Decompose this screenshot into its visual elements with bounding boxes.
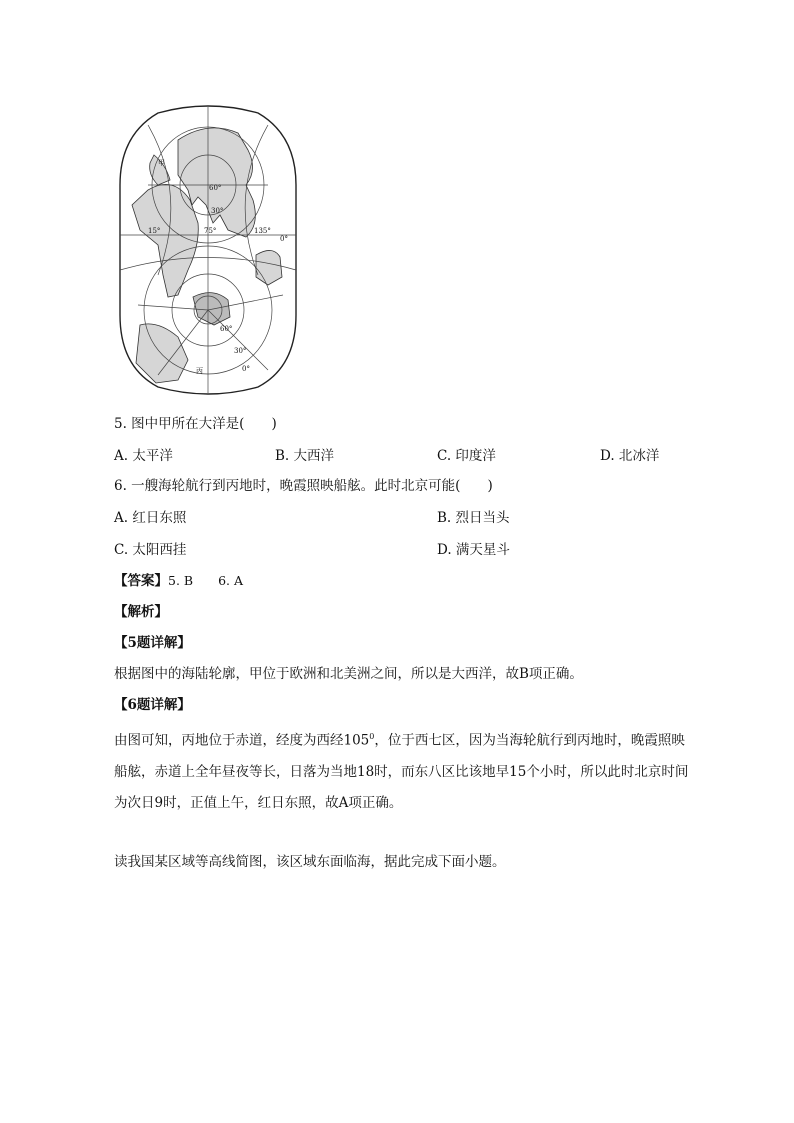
map-label-bing: 丙 [196, 367, 203, 375]
map-label-lat-60: 60° [209, 184, 222, 192]
next-section-intro: 读我国某区域等高线简图，该区域东面临海，据此完成下面小题。 [114, 854, 506, 870]
question-5-stem: 5. 图中甲所在大洋是( ) [114, 416, 277, 432]
map-label-lon-0: 0° [280, 235, 288, 243]
world-map-figure [118, 105, 298, 395]
question-6-option-d: D. 满天星斗 [437, 542, 510, 558]
detail-6-text-part1: 由图可知，丙地位于赤道，经度为西经105 [114, 732, 370, 749]
answer-line [114, 572, 243, 590]
map-label-lon-135: 135° [254, 227, 271, 235]
question-6-option-a: A. 红日东照 [114, 510, 187, 526]
detail-6-degree: 0 [369, 732, 375, 741]
question-6-stem: 6. 一艘海轮航行到丙地时，晚霞照映船舷。此时北京可能( ) [114, 478, 493, 494]
detail-5-label: 【5题详解】 [114, 635, 191, 651]
answer-text: 5. B 6. A [168, 573, 244, 588]
answer-label: 【答案】 [114, 573, 168, 589]
detail-6-label: 【6题详解】 [114, 697, 191, 713]
map-label-lat-s0: 0° [242, 365, 250, 373]
map-label-lon-75: 75° [204, 227, 217, 235]
question-6-option-b: B. 烈日当头 [437, 510, 510, 526]
map-label-lon-15: 15° [148, 227, 161, 235]
map-label-lat-30: 30° [211, 207, 224, 215]
question-6-option-c: C. 太阳西挂 [114, 542, 187, 558]
map-label-lat-s60: 60° [220, 325, 233, 333]
detail-6-text-part2: ，位于西七区，因为当海轮航行到丙地时，晚霞照映船舷，赤道上全年昼夜等长，日落为当地18时，而东八区比该地早15个小时，所以此时北京时间为次日9时，正值上午，红日东照，故A项正确。 [114, 732, 689, 811]
question-5-option-c: C. 印度洋 [437, 448, 496, 464]
question-5-option-d: D. 北冰洋 [600, 448, 660, 464]
map-label-jia: 甲 [158, 159, 165, 167]
map-label-lat-s30: 30° [234, 347, 247, 355]
question-5-option-a: A. 太平洋 [114, 448, 173, 464]
analysis-label: 【解析】 [114, 604, 168, 620]
detail-5-text: 根据图中的海陆轮廓，甲位于欧洲和北美洲之间，所以是大西洋，故B项正确。 [114, 666, 583, 682]
detail-6-text [114, 721, 694, 819]
question-5-option-b: B. 大西洋 [275, 448, 335, 464]
